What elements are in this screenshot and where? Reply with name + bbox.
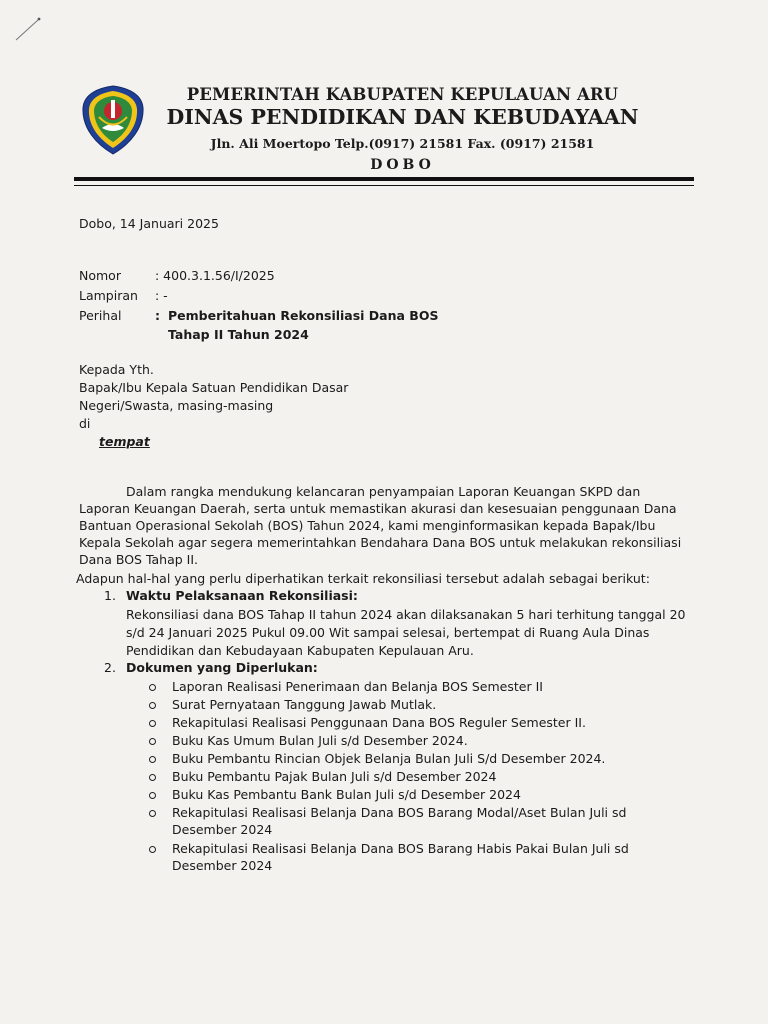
item-title-waktu: Waktu Pelaksanaan Rekonsiliasi: [126, 588, 358, 603]
body-paragraph-line: Dana BOS Tahap II. [79, 552, 199, 567]
item-text-line: s/d 24 Januari 2025 Pukul 09.00 Wit sampai selesai, bertempat di Ruang Aula Dinas [126, 625, 650, 640]
nomor-label: Nomor [79, 268, 121, 283]
recipient-di: di [79, 416, 91, 431]
bullet-circle-icon [149, 702, 156, 709]
bullet-circle-icon [149, 738, 156, 745]
perihal-subject-line1: Pemberitahuan Rekonsiliasi Dana BOS [168, 308, 439, 323]
letterhead-divider [74, 177, 694, 186]
letterhead-government-name: PEMERINTAH KABUPATEN KEPULAUAN ARU [186, 85, 619, 104]
item-text-line: Pendidikan dan Kebudayaan Kabupaten Kepulauan Aru. [126, 643, 474, 658]
letter-date: Dobo, 14 Januari 2025 [79, 216, 219, 231]
recipient-line: Negeri/Swasta, masing-masing [79, 398, 274, 413]
bullet-circle-icon [149, 846, 156, 853]
document-list-item: Rekapitulasi Realisasi Belanja Dana BOS Barang Habis Pakai Bulan Juli sd [172, 841, 629, 856]
recipient-line: Bapak/Ibu Kepala Satuan Pendidikan Dasar [79, 380, 349, 395]
bullet-circle-icon [149, 756, 156, 763]
item-title-dokumen: Dokumen yang Diperlukan: [126, 660, 318, 675]
document-list-item: Rekapitulasi Realisasi Belanja Dana BOS Barang Modal/Aset Bulan Juli sd [172, 805, 627, 820]
body-intro-line: Adapun hal-hal yang perlu diperhatikan terkait rekonsiliasi tersebut adalah sebagai berikut: [76, 571, 650, 586]
nomor-value: : 400.3.1.56/I/2025 [155, 268, 275, 283]
bullet-circle-icon [149, 684, 156, 691]
perihal-subject-line2: Tahap II Tahun 2024 [168, 327, 309, 342]
letterhead-agency-name: DINAS PENDIDIKAN DAN KEBUDAYAAN [166, 105, 639, 129]
document-list-item: Laporan Realisasi Penerimaan dan Belanja BOS Semester II [172, 679, 543, 694]
lampiran-value: : - [155, 288, 168, 303]
letterhead-city: DOBO [370, 157, 435, 173]
lampiran-label: Lampiran [79, 288, 138, 303]
bullet-circle-icon [149, 720, 156, 727]
document-list-item-continued: Desember 2024 [172, 858, 273, 873]
body-paragraph-line: Bantuan Operasional Sekolah (BOS) Tahun 2024, kami menginformasikan kepada Bapak/Ibu [79, 518, 656, 533]
document-list-item: Buku Pembantu Pajak Bulan Juli s/d Desember 2024 [172, 769, 497, 784]
list-number: 2. [104, 660, 116, 675]
pen-mark [14, 14, 44, 44]
regency-emblem-logo [80, 84, 146, 156]
perihal-colon: : [155, 308, 160, 323]
document-list-item: Surat Pernyataan Tanggung Jawab Mutlak. [172, 697, 437, 712]
list-number: 1. [104, 588, 116, 603]
document-list-item: Rekapitulasi Realisasi Penggunaan Dana BOS Reguler Semester II. [172, 715, 586, 730]
body-paragraph-line: Kepala Sekolah agar segera memerintahkan Bendahara Dana BOS untuk melakukan rekonsiliasi [79, 535, 682, 550]
document-list-item: Buku Kas Pembantu Bank Bulan Juli s/d Desember 2024 [172, 787, 521, 802]
recipient-salutation: Kepada Yth. [79, 362, 154, 377]
document-list-item-continued: Desember 2024 [172, 822, 273, 837]
bullet-circle-icon [149, 810, 156, 817]
recipient-place: tempat [99, 434, 150, 449]
bullet-circle-icon [149, 774, 156, 781]
letterhead-address: Jln. Ali Moertopo Telp.(0917) 21581 Fax. (0917) 21581 [210, 136, 595, 151]
body-paragraph-line: Dalam rangka mendukung kelancaran penyampaian Laporan Keuangan SKPD dan [126, 484, 641, 499]
document-list-item: Buku Kas Umum Bulan Juli s/d Desember 2024. [172, 733, 468, 748]
document-list-item: Buku Pembantu Rincian Objek Belanja Bulan Juli S/d Desember 2024. [172, 751, 606, 766]
item-text-line: Rekonsiliasi dana BOS Tahap II tahun 2024 akan dilaksanakan 5 hari terhitung tanggal 20 [126, 607, 686, 622]
body-paragraph-line: Laporan Keuangan Daerah, serta untuk memastikan akurasi dan kesesuaian penggunaan Dana [79, 501, 677, 516]
bullet-circle-icon [149, 792, 156, 799]
perihal-label: Perihal [79, 308, 122, 323]
